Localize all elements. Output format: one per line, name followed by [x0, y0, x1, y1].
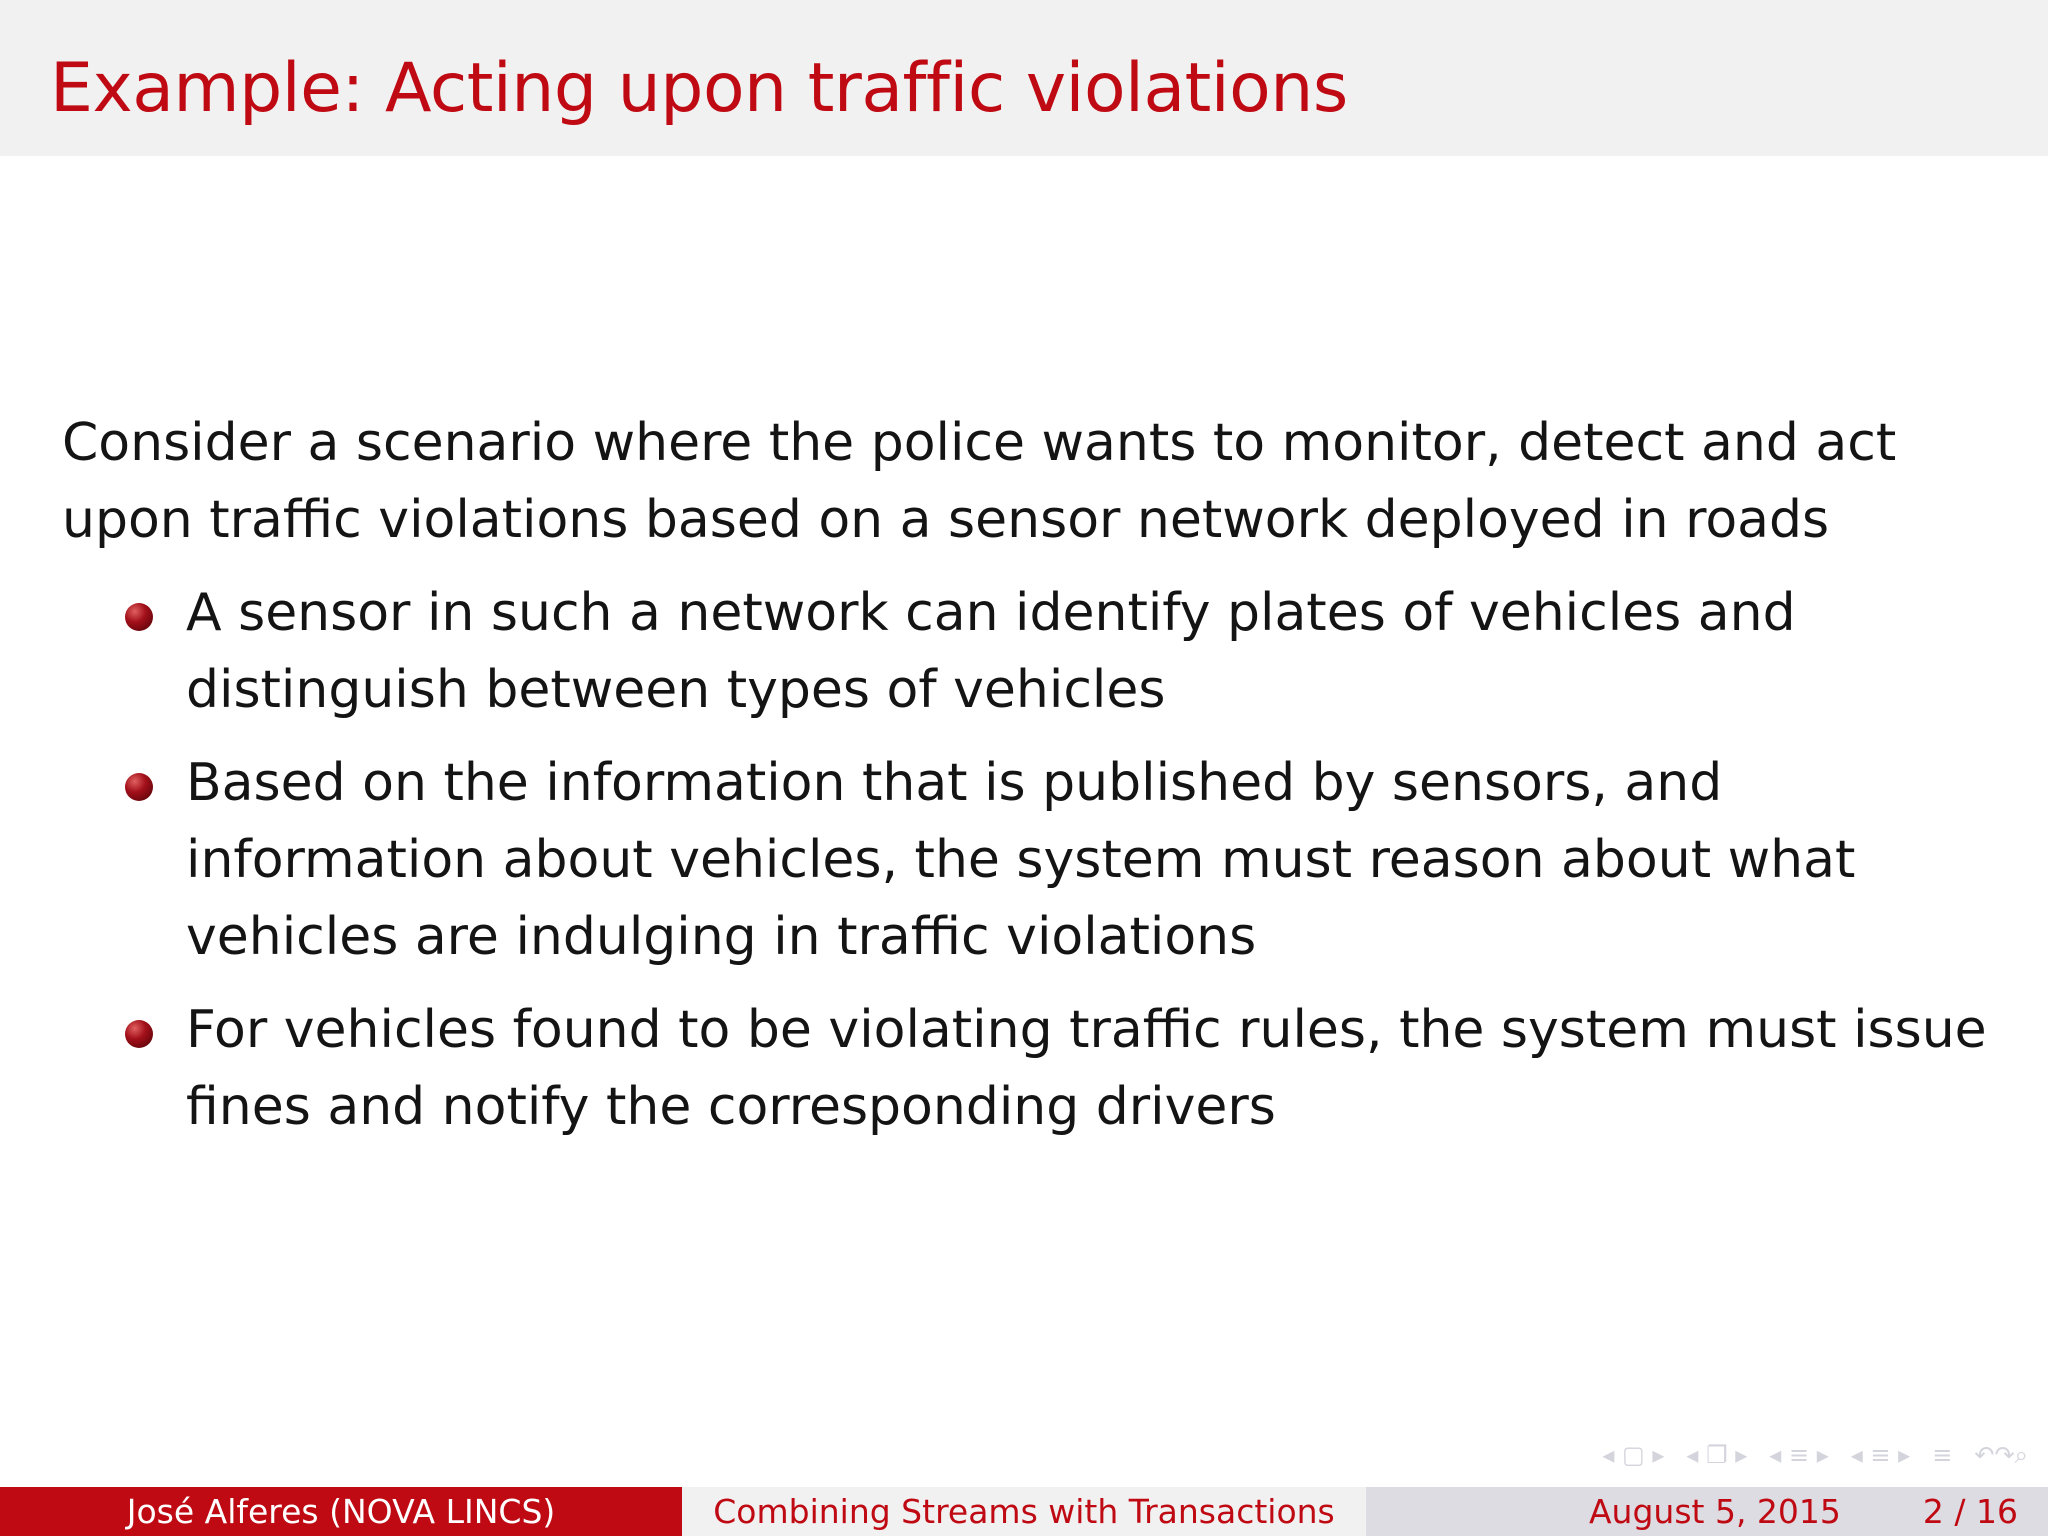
nav-search-icon[interactable]: ↶↷⌕ — [1974, 1441, 2028, 1469]
footer-date: August 5, 2015 — [1588, 1492, 1841, 1531]
bullet-line: Based on the information that is published by sensors, and — [186, 753, 1723, 813]
intro-paragraph — [62, 405, 2002, 559]
bullet-line: distinguish between types of vehicles — [186, 660, 1166, 720]
bullet-item — [62, 992, 2002, 1146]
bullet-ball-icon — [125, 773, 153, 801]
slide-footer — [0, 1487, 2048, 1536]
footer-date-page — [1366, 1487, 2048, 1536]
bullet-item — [62, 745, 2002, 976]
nav-section-icon[interactable]: ◂ ≡ ▸ — [1769, 1441, 1829, 1469]
slide-title: Example: Acting upon traffic violations — [50, 49, 1348, 128]
bullet-list — [62, 575, 2002, 1146]
bullet-item — [62, 575, 2002, 729]
beamer-navigation — [1602, 1440, 2028, 1470]
intro-line: upon traffic violations based on a sensor network deployed in roads — [62, 490, 1830, 550]
nav-subsection-icon[interactable]: ◂ ❐ ▸ — [1686, 1441, 1748, 1469]
footer-page-number: 2 / 16 — [1922, 1492, 2018, 1531]
nav-align-icon[interactable]: ≡ — [1932, 1441, 1953, 1469]
bullet-line: For vehicles found to be violating traffic rules, the system must issue — [186, 1000, 1987, 1060]
bullet-line: fines and notify the corresponding drivers — [186, 1077, 1276, 1137]
title-bar — [0, 0, 2048, 156]
slide-body — [62, 405, 2002, 1162]
bullet-line: information about vehicles, the system must reason about what — [186, 830, 1856, 890]
nav-frame-icon[interactable]: ◂ ▢ ▸ — [1602, 1441, 1665, 1469]
bullet-line: vehicles are indulging in traffic violations — [186, 907, 1257, 967]
nav-section-list-icon[interactable]: ◂ ≡ ▸ — [1850, 1441, 1911, 1469]
bullet-ball-icon — [125, 1020, 153, 1048]
footer-author: José Alferes (NOVA LINCS) — [0, 1487, 682, 1536]
bullet-ball-icon — [125, 603, 153, 631]
intro-line: Consider a scenario where the police wants to monitor, detect and act — [62, 413, 1897, 473]
bullet-line: A sensor in such a network can identify plates of vehicles and — [186, 583, 1796, 643]
footer-talk-title: Combining Streams with Transactions — [682, 1487, 1366, 1536]
